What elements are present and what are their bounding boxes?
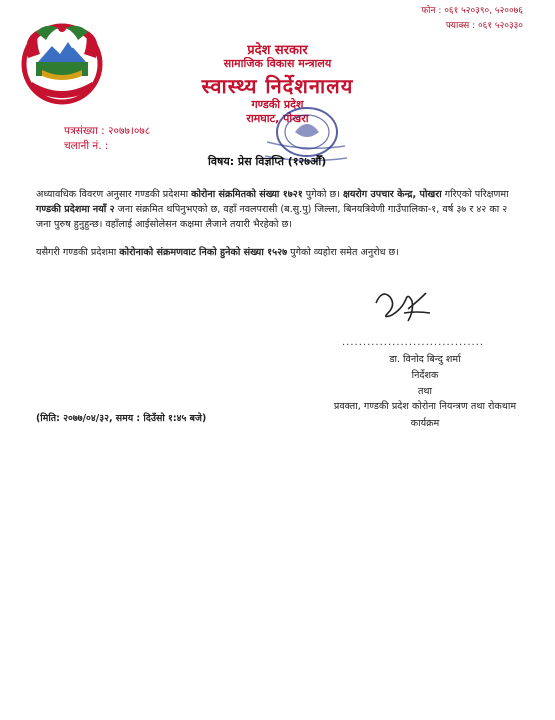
signatory-conjunction: तथा <box>417 386 433 397</box>
subject-line: विषय: प्रेस विज्ञप्ति (१२७औँ) <box>208 155 327 168</box>
p1-highlight-new: गण्डकी प्रदेशमा नयाँ २ <box>36 204 115 215</box>
dispatch-number: चलानी नं. : <box>64 140 109 152</box>
signatory-role: प्रवक्ता, गण्डकी प्रदेश कोरोना नियन्त्रण तथा रोकथाम कार्यक्रम <box>333 401 517 429</box>
p1-highlight-center: क्षयरोग उपचार केन्द्र, पोखरा <box>342 189 442 200</box>
department-name: स्वास्थ्य निर्देशनालय <box>201 74 354 98</box>
handwritten-signature <box>368 283 438 328</box>
p1-text: पुगेको छ। <box>302 189 343 200</box>
p1-highlight-cases: कोरोना संक्रमितको संख्या १७२१ <box>191 189 303 200</box>
date-time-line: (मिति: २०७७/०४/३२, समय : दिउँसो १:४५ बजे) <box>36 413 207 424</box>
government-name: प्रदेश सरकार <box>247 43 308 58</box>
signatory-name: डा. विनोद बिन्दु शर्मा <box>389 354 461 365</box>
p1-text: जना संक्रमित थपिनुभएको छ, वहाँ नवलपरासी (ब.सु.पु) जिल्ला, बिनयत्रिवेणी गाउँपालिका-१, वर्ष ३७ र ४२ का २ जना पुरुष हुनुहुन्छ। वहाँलाई आईसोलेसन कक्षमा लैजाने तयारी भैरहेको छ। <box>36 204 508 230</box>
body-paragraph-1 <box>36 187 524 232</box>
p2-highlight-recovered: कोरोनाको संक्रमणवाट निको हुनेको संख्या १५२७ <box>119 247 288 258</box>
fax-number: फ्याक्स : ०६१ ५२०३३० <box>445 21 523 31</box>
ministry-name: सामाजिक विकास मन्त्रालय <box>223 57 332 70</box>
body-paragraph-2 <box>36 245 524 260</box>
p1-text: गरिएको परिक्षणमा <box>441 189 509 200</box>
contact-info <box>421 4 523 34</box>
phone-number: फोन : ०६१ ५२०३९०, ५२००७६ <box>421 6 523 16</box>
p2-text: यसैगरी गण्डकी प्रदेशमा <box>36 247 120 258</box>
province-name: गण्डकी प्रदेश <box>251 98 304 111</box>
signatory-title: निर्देशक <box>411 370 439 381</box>
reference-number: पत्रसंख्या : २०७७।०७८ <box>64 125 151 137</box>
signature-line: .................................. <box>342 337 485 348</box>
office-location: रामघाट, पोखरा <box>246 112 309 125</box>
p2-text: पुगेको व्यहोरा समेत अनुरोध छ। <box>287 247 399 258</box>
p1-text: अध्यावधिक विवरण अनुसार गण्डकी प्रदेशमा <box>36 189 192 200</box>
